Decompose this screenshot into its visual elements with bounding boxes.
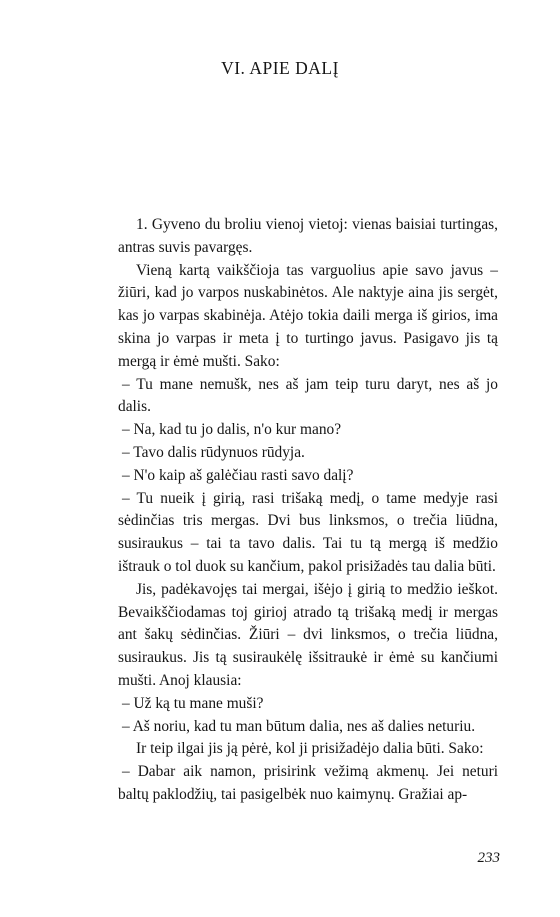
dialogue-line: – Aš noriu, kad tu man būtum dalia, nes aš dalies neturiu. — [122, 717, 476, 735]
dialogue-line: – Tu nueik į girią, rasi trišaką medį, o tame medyje rasi sėdinčias tris mergas. Dvi bus linksmos, o trečia liūdna, susiraukus – tai ta tavo dalis. Tai tu tą mergą iš medžio ištrauk o tol duok su kančium, pakol prisižadės tau dalia būti. — [118, 489, 498, 575]
dialogue-line: – Tavo dalis rūdynuos rūdyja. — [122, 443, 305, 461]
dialogue-line: – N'o kaip aš galėčiau rasti savo dalį? — [122, 466, 354, 484]
dialogue-line: – Už ką tu mane muši? — [122, 694, 264, 712]
dialogue-line: – Na, kad tu jo dalis, n'o kur mano? — [122, 421, 342, 439]
dialogue-line: – Dabar aik namon, prisirink vežimą akmenų. Jei neturi baltų paklodžių, tai pasigelbėk nuo kaimynų. Gražiai ap- — [118, 763, 498, 803]
chapter-title: VI. APIE DALĮ — [221, 58, 339, 78]
body-text — [118, 214, 498, 807]
paragraph: Jis, padėkavojęs tai mergai, išėjo į girią to medžio ieškot. Bevaikščiodamas toj girioj atrado tą trišaką medį ir mergas ant šakų sėdinčias. Žiūri – dvi linksmos, o trečia liūdna, susiraukus. Jis tą susiraukėlę išsitraukė ir ėmė su kančiumi mušti. Anoj klausia: — [118, 580, 498, 689]
page-number: 233 — [477, 850, 500, 866]
dialogue-line: – Tu mane nemušk, nes aš jam teip turu daryt, nes aš jo dalis. — [118, 375, 498, 416]
paragraph: Ir teip ilgai jis ją pėrė, kol ji prisižadėjo dalia būti. Sako: — [136, 740, 484, 758]
paragraph: 1. Gyveno du broliu vienoj vietoj: vienas baisiai turtingas, antras suvis pavargęs. — [118, 216, 498, 256]
paragraph: Vieną kartą vaikščioja tas varguolius apie savo javus – žiūri, kad jo varpos nuskabinėtos. Ale naktyje aina jis sergėt, kas jo varpas skabinėja. Atėjo tokia daili merga iš girios, ima skina jo varpas ir meta į to turtingo javus. Pasigavo jis tą mergą ir ėmė mušti. Sako: — [118, 261, 498, 370]
